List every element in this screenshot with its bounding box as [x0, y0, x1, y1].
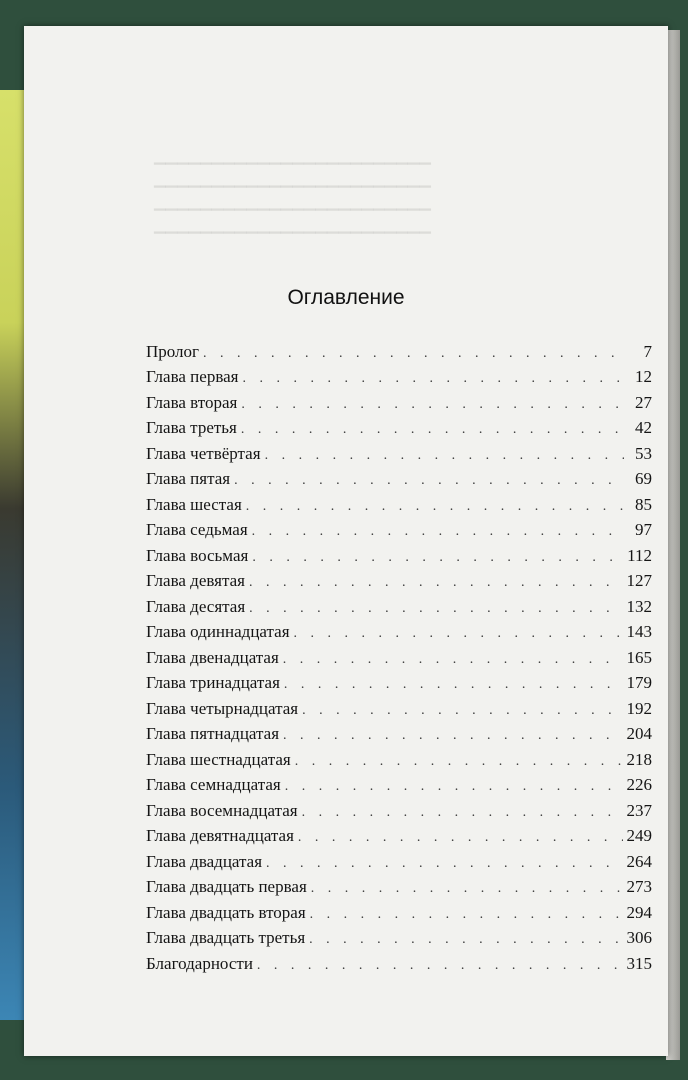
toc-entry-page: 192 [626, 698, 652, 718]
toc-entry-page: 306 [626, 928, 652, 947]
toc-entry-page: 249 [626, 826, 652, 845]
dot-leader [294, 626, 623, 642]
dot-leader [311, 881, 623, 897]
toc-entry-label: Глава четырнадцатая [146, 698, 299, 718]
toc-entry-label: Глава двадцатая [146, 851, 263, 871]
toc-entry [146, 693, 652, 719]
page-edge [666, 30, 680, 1060]
toc-entry-label: Глава семнадцатая [146, 775, 281, 794]
toc-entry-label: Пролог [146, 341, 200, 361]
toc-entry-label: Глава тринадцатая [146, 673, 280, 692]
toc-entry [146, 923, 652, 949]
toc-entry [146, 336, 652, 362]
toc-entry-page: 112 [627, 545, 652, 565]
toc-entry-label: Глава одиннадцатая [146, 622, 290, 641]
toc-entry-page: 85 [635, 494, 652, 514]
dot-leader [243, 371, 625, 387]
toc-entry-page: 237 [626, 800, 652, 820]
dot-leader [285, 779, 623, 795]
toc-entry-label: Глава двадцать третья [146, 928, 306, 947]
dot-leader [203, 346, 624, 362]
dot-leader [246, 499, 624, 515]
toc-entry [146, 515, 652, 541]
toc-entry [146, 642, 652, 668]
toc-entry-page: 294 [626, 902, 652, 922]
toc-entry [146, 413, 652, 439]
toc-entry-label: Глава восемнадцатая [146, 800, 298, 820]
toc-entry-page: 7 [643, 341, 652, 361]
toc-entry-page: 97 [635, 520, 652, 539]
dot-leader [265, 448, 624, 464]
toc-entry-page: 264 [626, 851, 652, 871]
toc-entry-page: 165 [626, 647, 652, 667]
book-page [24, 26, 668, 1056]
toc-entry-label: Глава шестнадцатая [146, 749, 291, 769]
toc-entry [146, 591, 652, 617]
toc-entry [146, 464, 652, 490]
dot-leader [295, 754, 623, 770]
dot-leader [283, 728, 622, 744]
dot-leader [266, 856, 622, 872]
toc-entry-page: 132 [626, 596, 652, 616]
dot-leader [257, 958, 623, 974]
toc-entry-page: 69 [635, 469, 652, 488]
dot-leader [310, 907, 623, 923]
toc-entry [146, 897, 652, 923]
dot-leader [252, 524, 624, 540]
dot-leader [283, 652, 623, 668]
dot-leader [234, 473, 624, 489]
toc-entry [146, 566, 652, 592]
toc-entry [146, 846, 652, 872]
toc-entry-page: 226 [626, 775, 652, 794]
dot-leader [252, 550, 623, 566]
toc-entry-label: Глава двенадцатая [146, 647, 279, 667]
toc-entry-page: 315 [626, 953, 652, 973]
table-of-contents [146, 336, 652, 974]
toc-entry [146, 821, 652, 847]
toc-entry-page: 273 [626, 877, 652, 896]
toc-entry-label: Глава седьмая [146, 520, 248, 539]
toc-entry [146, 617, 652, 643]
toc-entry [146, 362, 652, 388]
toc-entry-label: Глава восьмая [146, 545, 249, 565]
toc-entry-page: 42 [635, 418, 652, 437]
toc-entry [146, 719, 652, 745]
toc-entry [146, 540, 652, 566]
dot-leader [302, 805, 623, 821]
toc-entry [146, 948, 652, 974]
toc-entry-label: Глава вторая [146, 392, 238, 412]
toc-entry-label: Глава пятнадцатая [146, 724, 280, 743]
dot-leader [241, 422, 624, 438]
toc-entry-label: Глава шестая [146, 494, 242, 514]
toc-entry-label: Глава десятая [146, 596, 246, 616]
dot-leader [302, 703, 622, 719]
toc-entry-label: Глава пятая [146, 469, 231, 488]
dot-leader [249, 601, 622, 617]
toc-entry [146, 795, 652, 821]
toc-entry-label: Глава девятнадцатая [146, 826, 294, 845]
toc-entry-page: 179 [626, 673, 652, 692]
toc-entry [146, 744, 652, 770]
toc-entry [146, 438, 652, 464]
toc-entry [146, 770, 652, 796]
toc-entry-page: 204 [626, 724, 652, 743]
toc-entry-page: 12 [635, 367, 652, 386]
toc-entry-label: Глава девятая [146, 571, 245, 590]
toc-entry-page: 27 [635, 392, 652, 412]
toc-entry-label: Глава двадцать вторая [146, 902, 306, 922]
toc-entry-page: 143 [626, 622, 652, 641]
page-title: Оглавление [287, 286, 405, 309]
toc-entry-label: Глава двадцать первая [146, 877, 307, 896]
toc-entry-page: 127 [626, 571, 652, 590]
dot-leader [249, 575, 623, 591]
dot-leader [309, 932, 622, 948]
dot-leader [284, 677, 623, 693]
dot-leader [298, 830, 623, 846]
dot-leader [241, 397, 624, 413]
toc-entry-page: 218 [626, 749, 652, 769]
toc-entry [146, 387, 652, 413]
toc-entry [146, 489, 652, 515]
toc-entry [146, 872, 652, 898]
toc-entry-label: Глава первая [146, 367, 239, 386]
toc-entry-label: Глава четвёртая [146, 443, 261, 463]
toc-entry-label: Благодарности [146, 953, 253, 973]
toc-entry [146, 668, 652, 694]
show-through-text: ▁▁▁▁▁▁▁▁▁▁▁▁▁▁▁▁▁▁▁▁▁▁▁▁ ▁▁▁▁▁▁▁▁▁▁▁▁▁▁▁▁▁▁▁▁▁▁▁▁ ▁▁▁▁▁▁▁▁▁▁▁▁▁▁▁▁▁▁▁▁▁▁▁▁ ▁▁▁▁▁▁▁▁▁▁▁▁▁▁▁▁▁▁▁▁▁▁▁▁ [154, 149, 431, 234]
toc-entry-page: 53 [635, 443, 652, 463]
toc-entry-label: Глава третья [146, 418, 237, 437]
